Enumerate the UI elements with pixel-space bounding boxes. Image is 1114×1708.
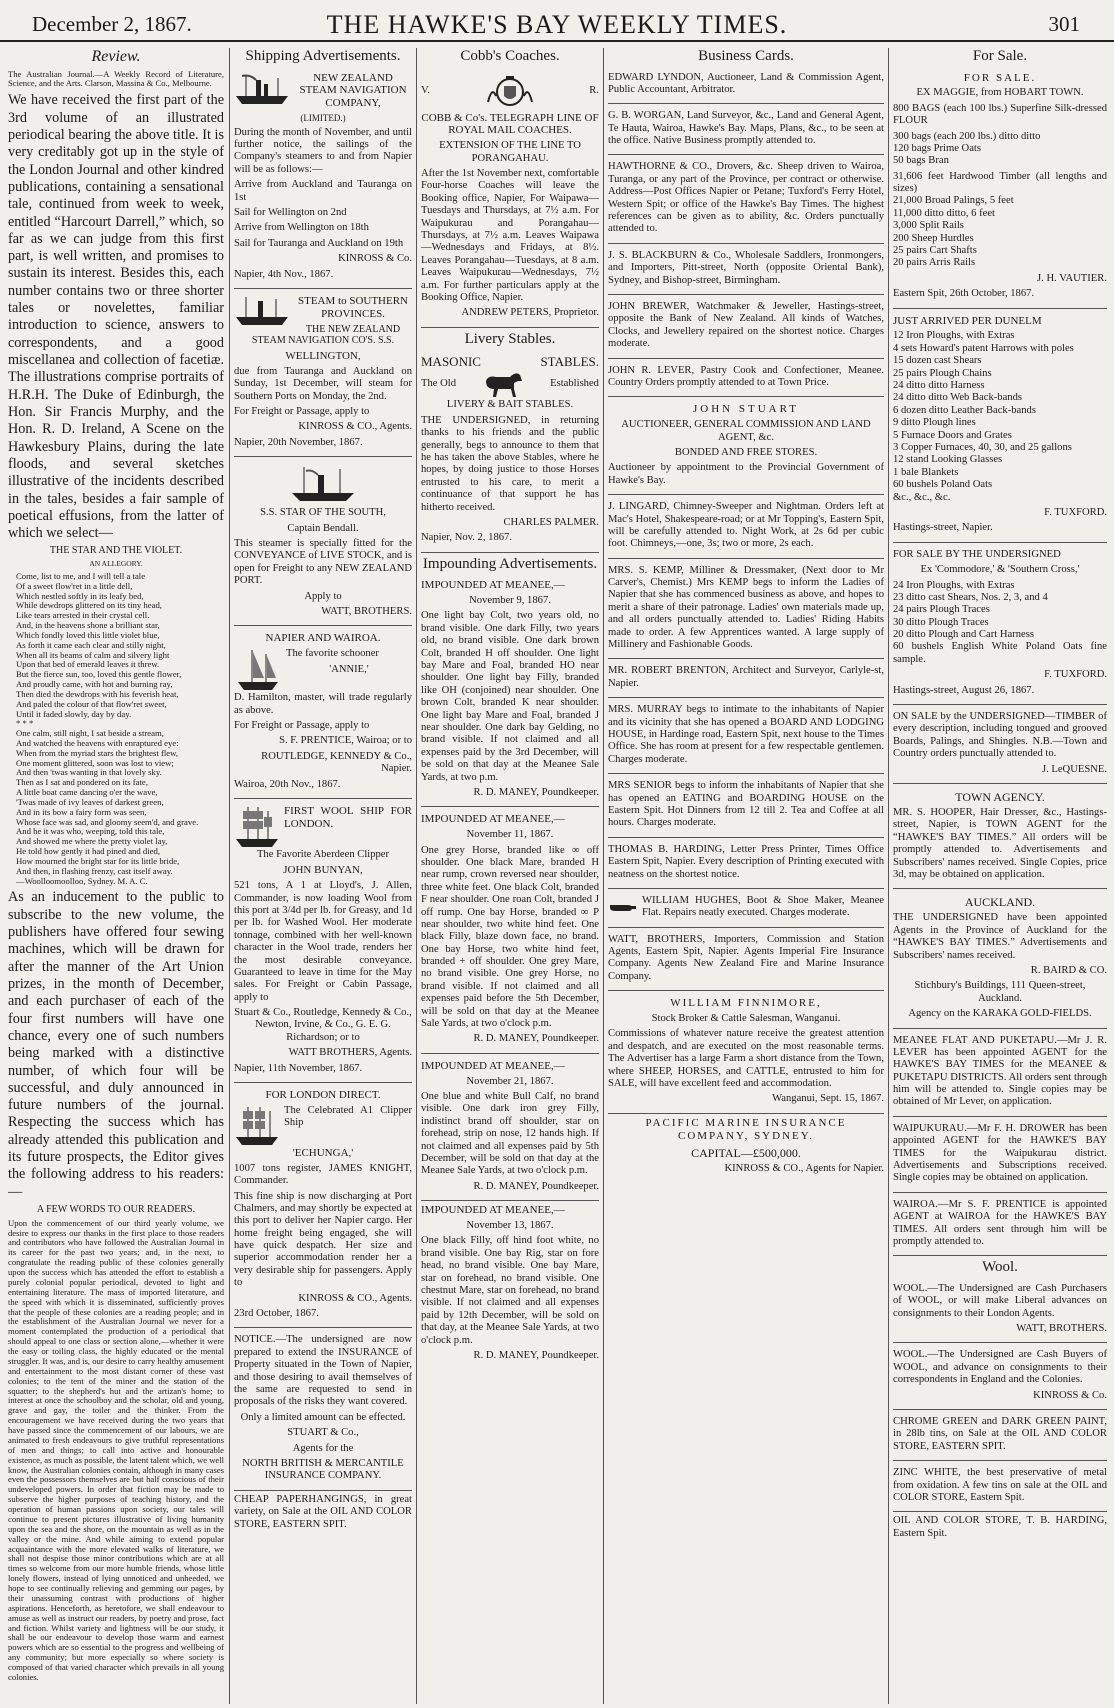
cobb-extension: EXTENSION OF THE LINE TO PORANGAHAU. [439,140,581,164]
review-intro: The Australian Journal.—A Weekly Record of Literature, Science, and the Arts. Clarson, Massina & Co., Melbourne. [8,68,224,89]
column-rule [888,48,889,1704]
poem-text: Come, list to me, and I will tell a tale Of a sweet flow'ret in a little dell, Which nestled softly in its leafy bed, While dewdrops glittered on its tiny head, Like tears arrested in their crystal cell. And, in the heavens shone a brilliant star, Which fondly loved this little violet blue, As forth it came each clear and stilly night, When all its beams of calm and silvery light Upon that bed of emerald leaves it threw. But the fierce sun, too, loved this gentle flower, And proudly came, with hot and burning ray, Then died the dewdrops with his feverish heat, And paled the colour of that flow'ret sweet, Until it faded slowly, day by day. * * * One calm, still night, I sat beside a stream, And watched the heavens with enraptured eye: When from the myriad stars the brightest flew, One moment glittered, soon was lost to view; And then 'twas wanting in that lovely sky. Then as I sat and pondered on its fate, A little boat came dancing o'er the wave, 'Twas made of ivy leaves of darkest green, And in its bow a fairy form was seen, Whose face was sad, and gloomy seem'd, and grave. And he it was who, weeping, told this tale, And showed me where the pretty violet lay, He told how gently it had pined and died, How mourned the bright star for its little bride, And then, in flashing frenzy, cast itself away. —Woolloomoolloo, Sydney. M. A. C. [16,570,199,886]
wool-watt-text: WOOL.—The Undersigned are Cash Purchasers of WOOL, or will make Liberal advances on consignments to their London Agents. [893,1282,1107,1319]
star-captain: Captain Bendall. [287,522,359,534]
meanee-agency-ad [893,1032,1107,1117]
stuart-card [608,400,884,495]
star-agent: WATT, BROTHERS. [321,605,412,617]
impound-4-body: One black Filly, off hind foot white, no brand visible. One bay Rig, star on fore head, no brand visible. One bay Mare, star on forehead, no brand visible. One chestnut Mare, star on forehead, no brand visible. If not claimed and all expenses paid by 12th December, will be sold on that day, at the Meanee Sale Yards, at two o'clock p.m. [421,1235,599,1346]
cobb-signature: ANDREW PETERS, Proprietor. [461,307,599,319]
steam-date: Napier, 20th November, 1867. [234,436,363,448]
wairoa-body: The favorite schooner [286,648,379,660]
wool-heading: Wool. [982,1259,1018,1276]
impound-3-signature: R. D. MANEY, Poundkeeper. [473,1180,599,1192]
lyndon-text: EDWARD LYNDON, Auctioneer, Land & Commission Agent, Public Accountant, Arbitrator. [608,71,884,95]
column-rule [229,48,230,1704]
lequesne-signature: J. LeQUESNE. [1041,763,1107,775]
wool-kinross-text: WOOL.—The Undersigned are Cash Buyers of WOOL, and advance on consignments to their correspondents in England and the Colonies. [893,1349,1107,1386]
impound-ad-4 [421,1204,599,1362]
london-ship: 'ECHUNGA,' [292,1146,354,1159]
pacific-capital: CAPITAL—£500,000. [691,1145,801,1160]
lever-text: JOHN R. LEVER, Pastry Cook and Confectioner, Meanee. Country Orders promptly attended to at Town Price. [608,364,884,388]
steam-ship: WELLINGTON, [285,349,361,362]
cobb-coach-ad [421,69,599,328]
cobb-body: After the 1st November next, comfortable Four-horse Coaches will leave the Booking office, Napier, For Waipawa—Tuesdays and Thursdays, at 7½ a.m. For Waipukurau and Porangahau—Thursdays, at 7½ a.m. Leaves Waipawa—Wednesdays and Fridays, at 8½. Leaves Porangahau—Tuesdays, at 8 a.m. Leaves Waipukurau—Wednesdays, 7½ a.m. For further particulars apply at the Booking Office, Napier. [421,168,599,303]
stuart-stores: BONDED AND FREE STORES. [674,446,818,458]
lingard-text: J. LINGARD, Chimney-Sweeper and Nightman. Orders left at Mac's Hotel, Shakespeare-road; or at Mr Topping's, Eastern Spit, will be carefully attended to. Night Work, at 2s 6d per cubic foot. Chimneys,—one, 3s; two or more, 2s each. [608,501,884,550]
notice-agents-for: Agents for the [292,1442,354,1454]
murray-text: MRS. MURRAY begs to intimate to the inhabitants of Napier and its vicinity that she has opened a BOARD AND LODGING HOUSE, in Hardinge road, Eastern Spit, next house to the Times Office. She has room at present for a few respectable gentlemen. Charges moderate. [608,704,884,765]
shipping-column [234,48,412,1704]
hawthorne-card [608,158,884,243]
southern-steam-ad [234,292,412,457]
stuart-name: JOHN STUART [693,403,799,416]
issue-date: December 2, 1867. [32,12,192,36]
brewer-card [608,298,884,359]
harding-card [608,841,884,889]
steamship-icon [234,295,290,327]
star-body: This steamer is specially fitted for the CONVEYANCE of LIVE STOCK, and is open for Freight to any NEW ZEALAND PORT. [234,537,412,587]
horse-row [421,369,599,399]
impound-ad-1 [421,576,599,807]
watt-text: WATT, BROTHERS, Importers, Commission and Station Agents, Eastern Spit, Napier. Agents Imperial Fire Insurance Company. Agents New Zealand Fire and Marine Insurance Company. [608,933,884,982]
insurance-notice [234,1331,412,1490]
finnimore-name: WILLIAM FINNIMORE, [670,997,822,1010]
business-heading: Business Cards. [698,48,794,64]
auckland-title: AUCKLAND. [964,895,1036,910]
star-title: S.S. STAR OF THE SOUTH, [260,507,386,519]
auckland-karaka: Agency on the KARAKA GOLD-FIELDS. [908,1008,1092,1020]
worgan-card [608,107,884,155]
steam-company: THE NEW ZEALAND STEAM NAVIGATION CO'S. S.S. [251,323,401,347]
wool-agent: WATT BROTHERS, Agents. [288,1047,412,1059]
clipper-ship-icon [234,805,280,849]
harding-text: THOMAS B. HARDING, Letter Press Printer, Times Office Eastern Spit, Napier. Every description of Printing executed with neatness on the shortest notice. [608,843,884,880]
hughes-card [608,892,884,928]
dunelm-signature: F. TUXFORD. [1044,506,1107,518]
commodore-sub: Ex 'Commodore,' & 'Southern Cross,' [920,564,1080,576]
wairoa-title: NAPIER AND WAIROA. [265,632,381,645]
nz-steam-ad [234,69,412,289]
wool-ship-ad [234,802,412,1083]
wool-ship: JOHN BUNYAN, [283,864,363,877]
wool-kinross-signature: KINROSS & Co. [1033,1389,1107,1401]
wool-date: Napier, 11th November, 1867. [234,1062,363,1074]
shipping-heading: Shipping Advertisements. [245,48,401,64]
address-title: A FEW WORDS TO OUR READERS. [36,1204,196,1216]
masonic-word: MASONIC [421,354,481,370]
london-body-2: This fine ship is now discharging at Port Chalmers, and may shortly be expected at this port to deliver her Napier cargo. Her home freight being engaged, she will have quick despatch. Her size and superior accommodation render her a very desirable ship for passengers. Apply to [234,1190,412,1289]
livery-heading: Livery Stables. [464,330,556,347]
wairoa-ad [234,629,412,799]
nz-line-3: Arrive from Wellington on 18th [234,222,369,234]
lequesne-ad [893,708,1107,784]
london-title: FOR LONDON DIRECT. [265,1089,381,1102]
fs-date: Eastern Spit, 26th October, 1867. [893,288,1035,300]
impound-2-title: IMPOUNDED AT MEANEE,— [421,813,565,826]
impound-4-signature: R. D. MANEY, Poundkeeper. [473,1349,599,1361]
fs-signature: J. H. VAUTIER. [1037,272,1107,284]
steamship-icon [288,465,358,505]
commodore-ad [893,546,1107,705]
paper-body: CHEAP PAPERHANGINGS, in great variety, on Sale at the OIL AND COLOR STORE, EASTERN SPIT. [234,1493,412,1530]
kemp-card [608,562,884,660]
town-title: TOWN AGENCY. [955,789,1045,804]
auckland-signature: R. BAIRD & CO. [1030,964,1107,976]
auckland-ad [893,892,1107,1028]
coaches-heading: Cobb's Coaches. [460,48,560,64]
fs-items: 300 bags (each 200 lbs.) ditto ditto 120 bags Prime Oats 50 bags Bran [893,130,1041,167]
finnimore-role: Stock Broker & Cattle Salesman, Wanganui. [651,1013,841,1025]
town-agency-ad [893,787,1107,889]
coat-of-arms [421,72,599,112]
clipper-ship-icon [234,1105,280,1147]
nz-agent: KINROSS & Co. [338,253,412,265]
schooner-icon [234,648,282,692]
livery-date: Napier, Nov. 2, 1867. [421,532,512,544]
old-word: The Old [421,378,457,390]
nz-date: Napier, 4th Nov., 1867. [234,268,334,280]
horse-icon [480,369,526,399]
blackburn-card [608,247,884,295]
impound-4-date: November 13, 1867. [466,1220,554,1232]
impound-4-title: IMPOUNDED AT MEANEE,— [421,1204,565,1217]
impound-1-date: November 9, 1867. [469,595,551,607]
pacific-title: PACIFIC MARINE INSURANCE COMPANY, SYDNEY. [645,1116,847,1142]
wool-sub: The Favorite Aberdeen Clipper [256,848,390,860]
wairoa-master: D. Hamilton, master, will trade regularly as above. [234,692,412,716]
nz-title: NEW ZEALAND STEAM NAVIGATION COMPANY, [299,71,407,110]
lever-card [608,362,884,398]
london-sub: The Celebrated A1 Clipper Ship [284,1104,412,1129]
commodore-title: FOR SALE BY THE UNDERSIGNED [893,548,1061,560]
meanee-text: MEANEE FLAT AND PUKETAPU.—Mr J. R. LEVER has been appointed AGENT for the HAWKE'S BAY TIMES for the MEANEE & PUKETAPU DISTRICTS. All orders sent through him will be attended to. Single copies may be obtained of Mr Lever, on application. [893,1034,1107,1108]
dunelm-address: Hastings-street, Napier. [893,522,993,534]
established-word: Established [550,378,599,390]
notice-body: NOTICE.—The undersigned are now prepared to extend the INSURANCE of Property situated in the Town of Napier, and those desiring to avail themselves of the same are requested to send in proposals of the risks they want covered. [234,1334,412,1408]
chrome-text: CHROME GREEN and DARK GREEN PAINT, in 28lb tins, on Sale at the OIL AND COLOR STORE, EASTERN SPIT. [893,1415,1107,1452]
wairoa-agency-ad [893,1196,1107,1257]
wool-title: FIRST WOOL SHIP FOR LONDON. [284,804,412,830]
finnimore-card [608,994,884,1114]
impound-1-signature: R. D. MANEY, Poundkeeper. [473,786,599,798]
address-text: Upon the commencement of our third yearly volume, we desire to express our thanks in the first place to those readers and contributors who have followed the Australian Journal in its career for the past two years; and, in the next, to congratulate the reading public of these colonies generally upon the success which has attended the effort to establish a purely colonial popular periodical, devoted to light and entertaining literature. The mass of imported literature, and the speed with which it is disseminated, sufficiently proves that the people of these colonies are a reading people; and in the establishment of the Australian Journal we never for a moment contemplated the production of a periodical that should appeal to one class or section alone,—whether it were the easy or toiling class, the highly educated or the mental struggler. It was, and is, our desire to carry healthy amusement and entertainment to the most distant corner of these vast colonies; to the tent of the miner and the station of the squatter; to the shepherd's hut and the artizan's home; to interest at once the schoolboy and the scholar, old and young, grave and gay, the toiler and the thinker. From the encouragement we have received during the two years that have passed since the commencement of our labours, we are animated to fresh endeavours to give truthful representations of men and things; to call into active and honourable existence, as much as possible, the latent talent which, we well know, the Australian colonies contain, although in many cases even the possessors themselves are but half conscious of their undeveloped powers. In order that fiction may be made to subserve the higher purposes of teaching history, and the operation of human passions upon society, our tales will continue to present pictures illustrative of living humanity upon the sea and the shore, on the mountain as well as in the valley or the mine. And while aiming to extend popular acquaintance with the more elevated walks of literature, we shall not despise those minor contributions which are at all times so welcome from our more humble friends, whose little lonely flowers, instead of lying unnoticed and unheeded, we hope to see continually relieving and gemming our pages, by their unassuming contrast with productions of higher aspirations. Henceforth, as heretofore, we shall endeavour to amuse as well as instruct our readers, by poetry and prose, fact and fiction. Whilst variety and lightness will be our study, it shall be our endeavour to develop those warm and earnest powers which are so essential to the progress and wellbeing of any community; but more especially so where society is composed of that varied character which prevails in all young colonies. [8,1217,224,1682]
sale-heading: For Sale. [972,48,1028,64]
chrome-ad [893,1413,1107,1461]
notice-line: Only a limited amount can be effected. [240,1411,406,1423]
wairoa-freight: For Freight or Passage, apply to [234,719,370,731]
london-agent: KINROSS & CO., Agents. [298,1292,412,1304]
paperhangings-ad [234,1494,412,1531]
fs-timber: 31,606 feet Hardwood Timber (all lengths and sizes) 21,000 Broad Palings, 5 feet 11,000 ditto ditto, 6 feet 3,000 Split Rails 200 Sheep Hurdles 25 pairs Cart Shafts 20 pairs Arris Rails [893,170,1107,269]
impounding-heading: Impounding Advertisements. [422,555,598,572]
waipukurau-agency-ad [893,1120,1107,1193]
brewer-text: JOHN BREWER, Watchmaker & Jeweller, Hastings-street, opposite the Bank of New Zealand. All kinds of Watches, Clocks, and Jewellery repaired on the shortest notice. Charges moderate. [608,300,884,350]
page-number: 301 [1048,12,1080,36]
masonic-header [421,354,599,369]
auckland-body: THE UNDERSIGNED have been appointed Agents in the Province of Auckland for the “HAWKE'S BAY TIMES.” Advertisements and Subscribers' names received. [893,912,1107,961]
hawthorne-text: HAWTHORNE & CO., Drovers, &c. Sheep driven to Wairoa, Turanga, or any part of the Province, per contract or otherwise. Address—Post Offices Napier or Petane; Tuxford's Ferry Hotel, Western Spit; or office of the Hawke's Bay Times. The highest references can be given as to ability, &c. Orders punctually attended to. [608,161,884,235]
newspaper-title: THE HAWKE'S BAY WEEKLY TIMES. [326,10,788,39]
dunelm-items: 12 Iron Ploughs, with Extras 4 sets Howard's patent Harrows with poles 15 dozen cast Shears 25 pairs Plough Chains 24 ditto ditto Harness 24 ditto ditto Web Back-bands 6 dozen ditto Leather Back-bands 9 ditto Plough lines 5 Furnace Doors and Grates 3 Copper Furnaces, 40, 30, and 25 gallons 12 stand Looking Glasses 1 bale Blankets 60 bushels Poland Oats &c., &c., &c. [893,330,1074,503]
finnimore-date: Wanganui, Sept. 15, 1867. [772,1093,884,1105]
nz-ltd: (LIMITED.) [300,113,346,124]
blackburn-text: J. S. BLACKBURN & Co., Wholesale Saddlers, Ironmongers, and Importers, Pitt-street, North (opposite Oriental Bank), Sydney, and Bishop-street, Birmingham. [608,249,884,286]
impound-ad-3 [421,1057,599,1201]
nz-body: During the month of November, and until further notice, the sailings of the Company's steamers to and from Napier will be as follows:— [234,126,412,175]
livery-signature: CHARLES PALMER. [503,516,599,528]
vautier-ad [893,69,1107,309]
lequesne-body: ON SALE by the UNDERSIGNED—TIMBER of every description, including tongued and grooved Boards, Palings, and Shingles. N.B.—Town and Country orders punctually attended to. [893,711,1107,760]
review-column [8,48,224,1704]
stuart-appointment: Auctioneer by appointment to the Provincial Government of Hawke's Bay. [608,462,884,486]
column-rule [603,48,604,1704]
impound-3-date: November 21, 1867. [466,1075,554,1087]
wool-kinross-ad [893,1346,1107,1410]
impound-2-date: November 11, 1867. [466,829,554,841]
dunelm-title: JUST ARRIVED PER DUNELM [893,314,1042,327]
brenton-text: MR. ROBERT BRENTON, Architect and Surveyor, Carlyle-st, Napier. [608,665,884,689]
stuart-role: AUCTIONEER, GENERAL COMMISSION AND LAND AGENT, &c. [621,419,871,443]
masthead [0,0,1114,42]
business-column [608,48,884,1704]
steam-freight: For Freight or Passage, apply to [234,406,370,418]
livery-body: THE UNDERSIGNED, in returning thanks to his friends and the public generally, begs to announce to them that he has taken the above Stables, where he hopes, by doing justice to those Horses entrusted to his care, to merit a continuance of that support he has hitherto received. [421,414,599,513]
london-body: 1007 tons register, JAMES KNIGHT, Commander. [234,1162,412,1187]
livery-title: LIVERY & BAIT STABLES. [446,399,574,411]
wool-agents: Stuart & Co., Routledge, Kennedy & Co., Newton, Irvine, & Co., G. E. G. Richardson; or to [234,1007,412,1043]
poem-subtitle: AN ALLEGORY. [89,559,143,569]
star-south-ad [234,460,412,626]
lyndon-card [608,69,884,105]
wairoa-agency-text: WAIROA.—Mr S. F. PRENTICE is appointed AGENT at WAIROA for the HAWKE'S BAY TIMES. All orders sent through him will be promptly attended to. [893,1198,1107,1247]
wool-watt-ad [893,1280,1107,1344]
senior-card [608,777,884,838]
waipukurau-text: WAIPUKURAU.—Mr F. H. DROWER has been appointed AGENT for the HAWKE'S BAY TIMES for the Waipukurau district. Advertisements and Subscriptions received. Single copies may be obtained on application. [893,1122,1107,1184]
impound-3-body: One blue and white Bull Calf, no brand visible. One dark iron grey Filly, indistinct brand off shoulder, star on forehead, strip on nose, 12 hands high. If not claimed and all expenses paid by 5th December, will be sold on that day at the Meanee Sale Yards, at two o'clock p.m. [421,1091,599,1177]
dunelm-ad [893,312,1107,543]
masonic-stables-ad [421,351,599,553]
murray-card [608,701,884,774]
wairoa-date: Wairoa, 20th Nov., 1867. [234,778,341,790]
london-ship-ad [234,1086,412,1328]
commodore-items: 24 Iron Ploughs, with Extras 23 ditto cast Shears, Nos. 2, 3, and 4 24 pairs Plough Traces 30 ditto Plough Traces 20 ditto Plough and Cart Harness 60 bushels English White Poland Oats fine sample. [893,579,1107,665]
impound-3-title: IMPOUNDED AT MEANEE,— [421,1059,565,1072]
auckland-address: Stichbury's Buildings, 111 Queen-street, Auckland. [914,980,1086,1004]
steam-body: due from Tauranga and Auckland on Sunday, 1st December, will steam for Southern Ports on Monday, the 2nd. [234,365,412,402]
oil-text: OIL AND COLOR STORE, T. B. HARDING, Eastern Spit. [893,1515,1107,1539]
watt-card [608,931,884,992]
oil-store-ad [893,1515,1107,1540]
steam-agent: KINROSS & CO., Agents. [298,421,412,433]
column-rule [416,48,417,1704]
fs-ship: EX MAGGIE, from HOBART TOWN. [916,87,1084,99]
impound-2-body: One grey Horse, branded like ∞ off shoulder. One black Mare, branded H near rump, crown reversed near shoulder, three white feet. One black Colt, branded F near shoulder. One roan Colt, branded J off rump. One bay Horse, branded ∞ P near shoulder, two white hind feet. One black Filly, blaze down face, no brand. One bay Horse, two white hind feet, branded + off shoulder. One grey Mare, no brand visible. One grey Horse, no brand visible. If not claimed and all expenses paid before the 5th December, will be sold on that day at the Meanee Sale Yards, at two o'clock p.m. [421,844,599,1030]
zinc-ad [893,1464,1107,1512]
review-paragraph-1: We have received the first part of the 3rd volume of an illustrated periodical bearing the above title. It is very creditably got up in the style of the London Journal and other kindred publications, containing a sensational tale, continued from week to week, entitled “Harcourt Darrell,” which, so far as we can judge from this first part, is well written, and promises to sustain its interest. Besides this, each number contains two or three shorter tales or novelettes, familiar introduction to science, answers to correspondents, and a good miscellanea and collection of facetiæ. The illustrations comprise portraits of H.R.H. The Duke of Edinburgh, the Hon. Sir Francis Murphy, and the Hon. R. D. Ireland, A Scene on the Hawkesbury Plains, during the late floods, and several sketches illustrative of the incidents described in the tales, besides a fair sample of poetical effusions, from the latter of which we select— [8,92,224,542]
coaches-column [421,48,599,1704]
stables-word: STABLES. [540,354,599,370]
royal-v: V. [421,85,430,97]
london-date: 23rd October, 1867. [234,1308,319,1320]
finnimore-body: Commissions of whatever nature receive the greatest attention and despatch, and are executed on the most reasonable terms. The Advertiser has a large Farm a short distance from the Town, where SHEEP, HORSES, and CATTLE, entrusted to him for SALE, will have excellent feed and accommodation. [608,1028,884,1090]
steamship-icon [234,72,290,106]
nz-line-4: Sail for Tauranga and Auckland on 19th [234,237,404,249]
town-body: MR. S. HOOPER, Hair Dresser, &c., Hastings-street, Napier, is TOWN AGENT for the “HAWKE'S BAY TIMES.” All orders will be promptly attended to. Advertisements and Subscribers' names received. Single Copies, price 3d, may be obtained on application. [893,807,1107,880]
kemp-text: MRS. S. KEMP, Milliner & Dressmaker, (Next door to Mr Carver's, Chemist.) Mrs KEMP begs to inform the Ladies of Napier that she has commenced business as above, and hopes to merit a share of their patronage. Ladies' own materials made up, and all orders punctually attended to. Ladies' Riding Habits made to order. A few Apprentices wanted. A large supply of Millinery and Fashionable Goods. [608,564,884,651]
wool-watt-signature: WATT, BROTHERS. [1016,1323,1107,1335]
senior-text: MRS SENIOR begs to inform the inhabitants of Napier that she has opened an EATING and BOARDING HOUSE on the Eastern Spit. Hot Dinners from 12 till 2. Tea and Coffee at all hours. Charges moderate. [608,780,884,829]
impound-ad-2 [421,810,599,1054]
wool-body: 521 tons, A 1 at Lloyd's, J. Allen, Commander, is now loading Wool from this port at 3/4d per lb. for Greasy, and 1d per lb. for Washed Wool. Her moderate tonnage, combined with her well-known character in the Wool trade, renders her the most desirable conveyance. Guaranteed to leave in time for the May sales. For Freight or Cabin Passage, apply to [234,880,412,1003]
pointing-hand-icon [608,895,638,919]
fs-flour: 800 BAGS (each 100 lbs.) Superfine Silk-dressed FLOUR [893,102,1107,127]
star-apply: Apply to [304,590,342,602]
wairoa-agent-1: S. F. PRENTICE, Wairoa; or to [279,735,412,747]
fs-title: FOR SALE. [963,71,1037,84]
hughes-text: WILLIAM HUGHES, Boot & Shoe Maker, Meanee Flat. Repairs neatly executed. Charges moderate. [642,894,884,919]
wairoa-ship: 'ANNIE,' [329,663,369,675]
royal-arms-icon [482,72,538,112]
worgan-text: G. B. WORGAN, Land Surveyor, &c., Land and General Agent, Te Hauta, Wairoa, Hawke's Bay. Maps, Plans, &c., to be seen at the office. Native Business promptly attended to. [608,110,884,147]
nz-line-2: Sail for Wellington on 2nd [234,206,347,218]
pacific-agent: KINROSS & CO., Agents for Napier. [724,1162,884,1174]
cobb-title: COBB & Co's. TELEGRAPH LINE OF ROYAL MAIL COACHES. [421,111,599,137]
pacific-card [608,1117,884,1175]
impound-1-body: One light bay Colt, two years old, no brand visible. One dark Filly, two years old, no brand visible. One dark brown Colt, branded H off shoulder. One light bay Mare and Foal, branded HO near shoulder. One light bay Filly, branded like OH (conjoined) near shoulder. One brown Colt, branded K near shoulder. One light bay Mare and Foal, branded J near shoulder. One dark bay Gelding, no brand visible. If not claimed and all expenses paid by the 3rd December, will be sold on that day at the Meanee Sale Yards, at two p.m. [421,610,599,783]
notice-agent: STUART & Co., [287,1427,359,1439]
poem-title: THE STAR AND THE VIOLET. [49,545,183,557]
sale-column [893,48,1107,1704]
commodore-date: Hastings-street, August 26, 1867. [893,684,1035,696]
nz-line-1: Arrive from Auckland and Tauranga on 1st [234,179,412,203]
steam-title: STEAM to SOUTHERN PROVINCES. [297,294,408,320]
review-heading: Review. [91,48,141,65]
wairoa-agent-2: ROUTLEDGE, KENNEDY & Co., Napier. [261,750,412,775]
brenton-card [608,662,884,698]
commodore-signature: F. TUXFORD. [1044,669,1107,681]
royal-r: R. [589,85,599,97]
impound-2-signature: R. D. MANEY, Poundkeeper. [473,1033,599,1045]
impound-1-title: IMPOUNDED AT MEANEE,— [421,579,565,592]
review-paragraph-2: As an inducement to the public to subscribe to the new volume, the publishers have offered four sewing machines, which will be drawn for after the manner of the Art Union prizes, in the month of December, and each purchaser of each of the four first numbers will have one chance, every one of such numbers being marked with a distinctive number, of which four will be successful, and duly announced in future numbers of the journal. Respecting the success which has already attended this publication and its future prospects, the Editor gives the following address to his readers:— [8,889,224,1200]
notice-company: NORTH BRITISH & MERCANTILE INSURANCE COMPANY. [242,1457,404,1482]
zinc-text: ZINC WHITE, the best preservative of metal from oxidation. A few tins on sale at the OIL and COLOR STORE, Eastern Spit. [893,1467,1107,1503]
lingard-card [608,498,884,559]
